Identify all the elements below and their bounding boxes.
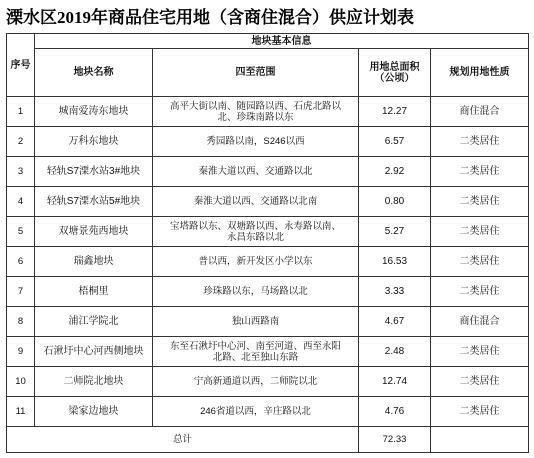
row-seq: 4 <box>7 187 35 217</box>
row-name: 万科东地块 <box>35 127 153 157</box>
row-area: 0.80 <box>359 187 431 217</box>
row-area: 2.92 <box>359 157 431 187</box>
table-row <box>7 127 529 157</box>
row-range <box>153 157 359 187</box>
row-seq: 3 <box>7 157 35 187</box>
row-range <box>153 367 359 397</box>
row-seq: 11 <box>7 397 35 427</box>
row-nature: 二类居住 <box>431 217 529 247</box>
total-area: 72.33 <box>359 427 431 453</box>
row-range-line1: 秀园路以南，S246以西 <box>206 136 305 147</box>
row-range-line1: 高平大街以南、随园路以西、石虎北路以 <box>169 100 341 112</box>
table-row <box>7 157 529 187</box>
row-range <box>153 127 359 157</box>
row-nature: 二类居住 <box>431 277 529 307</box>
row-range <box>153 97 359 127</box>
total-row <box>7 427 529 453</box>
row-range-line1: 宝塔路以东、双塘路以西、永寿路以南、 <box>169 220 341 232</box>
row-range <box>153 247 359 277</box>
row-area: 5.27 <box>359 217 431 247</box>
row-range-line2: 北、珍珠南路以东 <box>217 111 294 123</box>
row-seq: 10 <box>7 367 35 397</box>
row-range-line1: 秦淮大道以西、交通路以北南 <box>193 196 318 207</box>
row-seq: 7 <box>7 277 35 307</box>
row-seq: 8 <box>7 307 35 337</box>
row-name: 轻轨S7溧水站3#地块 <box>35 157 153 187</box>
header-seq: 序号 <box>7 34 35 97</box>
row-range-line1: 珍珠路以东，马场路以北 <box>203 286 308 297</box>
table-row <box>7 187 529 217</box>
row-area: 12.74 <box>359 367 431 397</box>
row-area: 4.67 <box>359 307 431 337</box>
header-range: 四至范围 <box>153 49 359 97</box>
row-range <box>153 337 359 367</box>
table-row <box>7 337 529 367</box>
row-seq: 6 <box>7 247 35 277</box>
header-nature: 规划用地性质 <box>431 49 529 97</box>
row-area: 12.27 <box>359 97 431 127</box>
header-area-line2: （公顷） <box>374 72 415 84</box>
row-nature: 二类居住 <box>431 187 529 217</box>
row-range-line1: 宁高新通道以西，二师院以北 <box>193 376 318 387</box>
table-row <box>7 217 529 247</box>
row-seq: 5 <box>7 217 35 247</box>
row-range-line1: 普以西，新开发区小学以东 <box>198 256 313 267</box>
row-area: 6.57 <box>359 127 431 157</box>
table-row <box>7 307 529 337</box>
row-seq: 9 <box>7 337 35 367</box>
row-nature: 二类居住 <box>431 127 529 157</box>
row-name: 瑞鑫地块 <box>35 247 153 277</box>
row-nature: 二类居住 <box>431 157 529 187</box>
table-row <box>7 97 529 127</box>
row-seq: 2 <box>7 127 35 157</box>
total-label: 总计 <box>7 427 359 453</box>
header-group: 地块基本信息 <box>35 34 529 49</box>
row-area: 2.48 <box>359 337 431 367</box>
header-area-line1: 用地总面积 <box>369 61 420 73</box>
page-title: 溧水区2019年商品住宅用地（含商住混合）供应计划表 <box>6 8 414 27</box>
table-row <box>7 397 529 427</box>
row-name: 浦江学院北 <box>35 307 153 337</box>
row-name: 石湫圩中心河西侧地块 <box>35 337 153 367</box>
land-supply-table <box>6 33 529 453</box>
row-range-line1: 东至石湫圩中心河、南至河道、西至永阳 <box>169 340 341 352</box>
row-range-line1: 246省道以西，辛庄路以北 <box>200 406 311 417</box>
row-nature: 二类居住 <box>431 247 529 277</box>
row-nature: 商住混合 <box>431 97 529 127</box>
row-nature: 二类居住 <box>431 397 529 427</box>
row-seq: 1 <box>7 97 35 127</box>
row-name: 二师院北地块 <box>35 367 153 397</box>
row-range-line1: 秦淮大道以西、交通路以北 <box>198 166 313 177</box>
row-name: 梧桐里 <box>35 277 153 307</box>
row-range <box>153 307 359 337</box>
table-row <box>7 367 529 397</box>
row-name: 双塘景苑西地块 <box>35 217 153 247</box>
row-nature: 二类居住 <box>431 367 529 397</box>
row-area: 3.33 <box>359 277 431 307</box>
row-range <box>153 217 359 247</box>
row-name: 轻轨S7溧水站5#地块 <box>35 187 153 217</box>
row-name: 城南爱涛东地块 <box>35 97 153 127</box>
row-range-line1: 独山西路南 <box>231 316 280 327</box>
row-range-line2: 永昌东路以北 <box>226 231 284 243</box>
row-name: 梁家边地块 <box>35 397 153 427</box>
row-range-line2: 北路、北至独山东路 <box>212 351 299 363</box>
row-range <box>153 397 359 427</box>
row-area: 16.53 <box>359 247 431 277</box>
row-nature: 二类居住 <box>431 337 529 367</box>
header-area <box>359 49 431 97</box>
header-name: 地块名称 <box>35 49 153 97</box>
row-area: 4.76 <box>359 397 431 427</box>
row-range <box>153 187 359 217</box>
row-nature: 商住混合 <box>431 307 529 337</box>
table-row <box>7 277 529 307</box>
total-nature <box>431 427 529 453</box>
row-range <box>153 277 359 307</box>
table-row <box>7 247 529 277</box>
